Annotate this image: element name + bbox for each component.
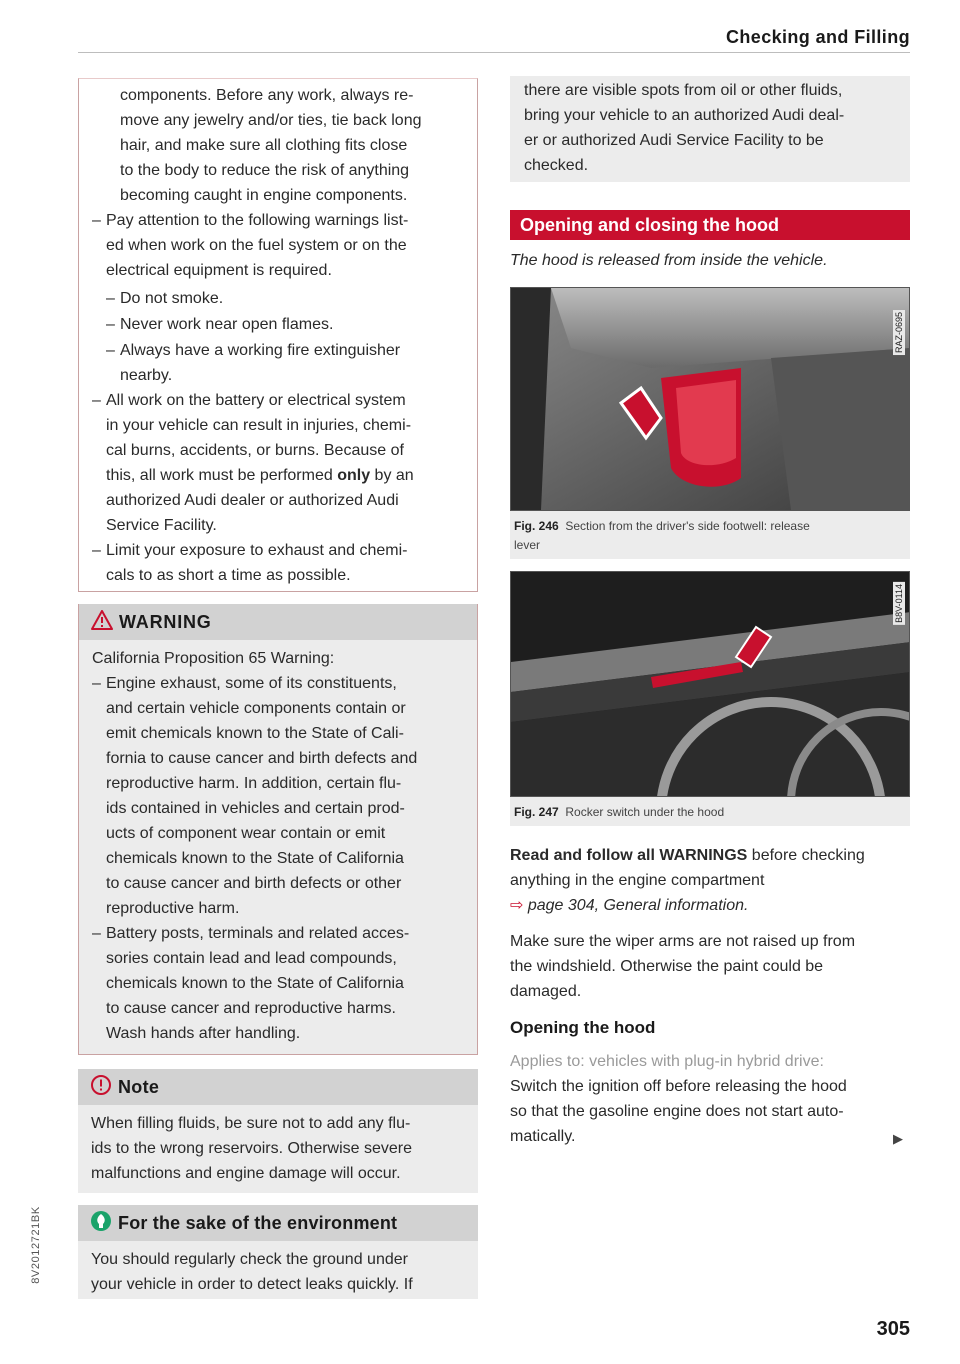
- text-line: reproductive harm. In addition, certain flu-: [106, 775, 402, 792]
- header-rule: [78, 52, 910, 53]
- text-line: sories contain lead and lead compounds,: [106, 950, 397, 967]
- text-line: in your vehicle can result in injuries, chemi-: [106, 417, 412, 434]
- safety-intro: [79, 83, 477, 208]
- warning-label: WARNING: [119, 611, 212, 632]
- text-line: emit chemicals known to the State of Cali-: [106, 725, 404, 742]
- figure-code: B8V-0114: [894, 584, 904, 623]
- text-line: chemicals known to the State of California: [106, 850, 404, 867]
- environment-label: For the sake of the environment: [118, 1212, 398, 1233]
- note-box: [78, 1069, 478, 1193]
- list-item-no-smoke: – Do not smoke.: [79, 286, 477, 311]
- text-line: components. Before any work, always re-: [120, 87, 414, 104]
- rocker-switch-illustration: [511, 572, 910, 796]
- continue-arrow-icon: ▶: [893, 1131, 903, 1146]
- text-line: fornia to cause cancer and birth defects and: [106, 750, 418, 767]
- right-column: [510, 76, 910, 1149]
- text-line: [106, 463, 477, 488]
- text-line: hair, and make sure all clothing fits close: [120, 137, 408, 154]
- applies-to-note: Applies to: vehicles with plug-in hybrid drive:: [510, 1053, 824, 1070]
- caption-text: Section from the driver's side footwell: release: [565, 519, 810, 533]
- text-line: becoming caught in engine components.: [120, 187, 408, 204]
- fuel-sublist: [79, 286, 477, 388]
- running-header: Checking and Filling: [725, 27, 910, 47]
- bold-warnings: Read and follow all WARNINGS: [510, 847, 748, 864]
- text-line: You should regularly check the ground under: [91, 1251, 408, 1268]
- environment-continued: [510, 76, 910, 182]
- document-code: [26, 1185, 46, 1305]
- text-line: [510, 843, 910, 868]
- caption-text: Rocker switch under the hood: [565, 805, 725, 819]
- safety-list: [79, 208, 477, 588]
- text-line: electrical equipment is required.: [106, 262, 332, 279]
- warning-body: [79, 640, 477, 1054]
- figure-247-image: [510, 571, 910, 797]
- text-line: your vehicle in order to detect leaks quickly. If: [91, 1276, 413, 1293]
- text-line: matically.: [510, 1128, 576, 1145]
- text-line: so that the gasoline engine does not start auto-: [510, 1103, 844, 1120]
- figure-247-caption: [510, 797, 910, 826]
- warning-box: [78, 604, 478, 1055]
- figure-246-image: [510, 287, 910, 511]
- text-line: move any jewelry and/or ties, tie back long: [120, 112, 422, 129]
- text-line: bring your vehicle to an authorized Audi deal-: [524, 107, 845, 124]
- list-item-exhaust: [79, 538, 477, 588]
- text-line: to cause cancer and birth defects or other: [106, 875, 402, 892]
- text-line: and certain vehicle components contain or: [106, 700, 406, 717]
- list-item-no-flames: – Never work near open flames.: [79, 312, 477, 337]
- figure-246-caption: [510, 511, 910, 559]
- list-item-extinguisher: [79, 338, 477, 388]
- cross-reference-link[interactable]: [510, 893, 910, 918]
- list-item-battery-posts: [79, 921, 477, 1046]
- text-line: When filling fluids, be sure not to add any flu-: [91, 1115, 411, 1132]
- environment-body: [78, 1241, 478, 1299]
- list-item-engine-exhaust: [79, 671, 477, 921]
- opening-hood-heading: Opening the hood: [510, 1018, 656, 1037]
- text-line: ucts of component wear contain or emit: [106, 825, 386, 842]
- text-line: to the body to reduce the risk of anything: [120, 162, 410, 179]
- text-fragment: by an: [370, 467, 414, 484]
- text-line: to cause cancer and reproductive harms.: [106, 1000, 396, 1017]
- text-line: Wash hands after handling.: [106, 1025, 301, 1042]
- wiper-paragraph: [510, 929, 910, 1004]
- environment-header: [78, 1205, 478, 1241]
- text-line: ed when work on the fuel system or on the: [106, 237, 407, 254]
- text-line: Switch the ignition off before releasing the hood: [510, 1078, 847, 1095]
- warning-icon: [91, 610, 113, 635]
- environment-box: [78, 1205, 478, 1299]
- text-line: – Always have a working fire extinguisher: [120, 342, 401, 359]
- text-line: anything in the engine compartment: [510, 872, 765, 889]
- section-title: Opening and closing the hood: [510, 210, 910, 240]
- text-line: ids contained in vehicles and certain prod-: [106, 800, 405, 817]
- text-line: Service Facility.: [106, 517, 217, 534]
- text-line: ids to the wrong reservoirs. Otherwise severe: [91, 1140, 413, 1157]
- text-line: nearby.: [120, 367, 173, 384]
- text-line: there are visible spots from oil or other fluids,: [524, 82, 843, 99]
- note-label: Note: [118, 1076, 160, 1097]
- text-line: Make sure the wiper arms are not raised up from: [510, 933, 856, 950]
- warning-intro: California Proposition 65 Warning:: [92, 650, 335, 667]
- section-lead: The hood is released from inside the vehicle.: [510, 252, 828, 269]
- warning-list: [79, 671, 477, 1046]
- figure-label: Fig. 246: [514, 519, 559, 533]
- link-arrow-icon: ⇨: [510, 897, 524, 914]
- text-fragment: this, all work must be performed: [106, 467, 338, 484]
- text-line: chemicals known to the State of California: [106, 975, 404, 992]
- text-line: – Battery posts, terminals and related acces-: [106, 925, 410, 942]
- text-line: – Limit your exposure to exhaust and chemi-: [106, 542, 408, 559]
- warning-header: [79, 604, 477, 640]
- text-line: cal burns, accidents, or burns. Because of: [106, 442, 404, 459]
- figure-code: RAZ-0695: [894, 312, 904, 354]
- environment-icon: [90, 1210, 112, 1237]
- note-body: [78, 1105, 478, 1193]
- text-line: cals to as short a time as possible.: [106, 567, 351, 584]
- bold-only: only: [337, 467, 371, 484]
- read-warnings-paragraph: [510, 843, 910, 918]
- text-line: – All work on the battery or electrical system: [106, 392, 406, 409]
- note-icon: [90, 1074, 112, 1101]
- left-column: [78, 78, 478, 1299]
- page-number: 305: [876, 1318, 910, 1340]
- text-fragment: before checking: [747, 847, 865, 864]
- text-line: authorized Audi dealer or authorized Audi: [106, 492, 399, 509]
- note-header: [78, 1069, 478, 1105]
- link-text: page 304, General information.: [527, 897, 749, 914]
- text-line: malfunctions and engine damage will occur.: [91, 1165, 401, 1182]
- text-line: the windshield. Otherwise the paint could be: [510, 958, 824, 975]
- list-item-battery: [79, 388, 477, 538]
- caption-text: lever: [514, 538, 541, 552]
- text-line: damaged.: [510, 983, 582, 1000]
- text-line: – Engine exhaust, some of its constituents,: [106, 675, 397, 692]
- list-item-fuel-warning: [79, 208, 477, 388]
- figure-label: Fig. 247: [514, 805, 559, 819]
- safety-box: [78, 78, 478, 592]
- text-line: reproductive harm.: [106, 900, 240, 917]
- document-code-text: 8V2012721BK: [30, 1206, 42, 1284]
- text-line: – Pay attention to the following warnings list-: [106, 212, 409, 229]
- text-line: checked.: [524, 157, 589, 174]
- opening-hood-paragraph: [510, 1049, 910, 1149]
- text-line: er or authorized Audi Service Facility to be: [524, 132, 824, 149]
- release-lever-illustration: [511, 288, 910, 510]
